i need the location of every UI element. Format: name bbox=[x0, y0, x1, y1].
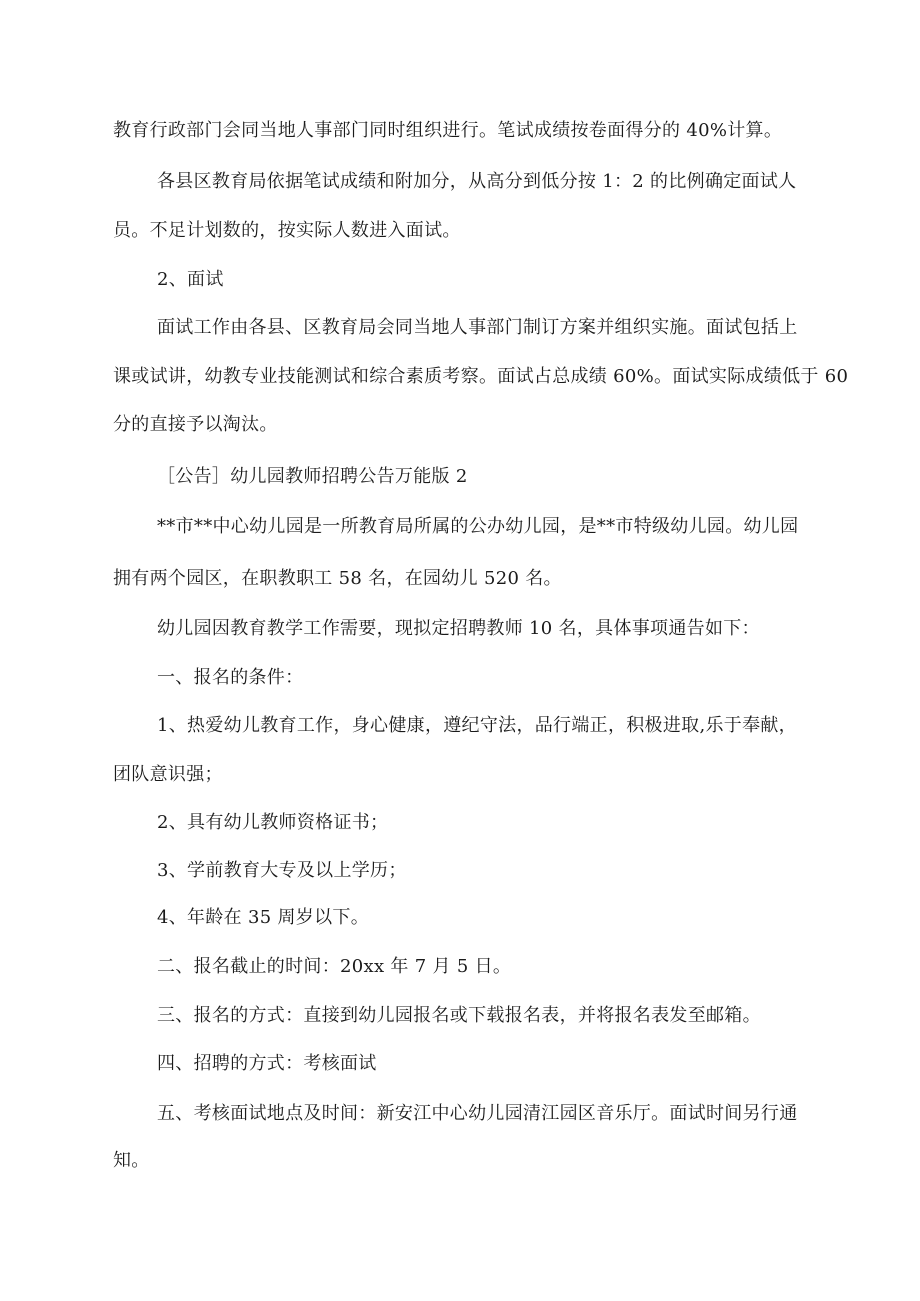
section-heading: 2、面试 bbox=[157, 269, 224, 290]
paragraph-line: 面试工作由各县、区教育局会同当地人事部门制订方案并组织实施。面试包括上 bbox=[157, 317, 798, 338]
paragraph-line: 课或试讲，幼教专业技能测试和综合素质考察。面试占总成绩 60%。面试实际成绩低于 60 bbox=[113, 366, 849, 387]
paragraph-line: 员。不足计划数的，按实际人数进入面试。 bbox=[113, 220, 461, 241]
list-item: 3、学前教育大专及以上学历； bbox=[157, 860, 407, 881]
paragraph-line: 幼儿园因教育教学工作需要，现拟定招聘教师 10 名，具体事项通告如下： bbox=[157, 618, 760, 639]
list-item: 2、具有幼儿教师资格证书； bbox=[157, 812, 389, 833]
list-item: 4、年龄在 35 周岁以下。 bbox=[157, 907, 369, 928]
paragraph-line: 知。 bbox=[113, 1150, 150, 1171]
section-heading: 四、招聘的方式：考核面试 bbox=[157, 1053, 377, 1074]
section-heading: 二、报名截止的时间：20xx 年 7 月 5 日。 bbox=[157, 956, 512, 977]
paragraph-line: **市**中心幼儿园是一所教育局所属的公办幼儿园，是**市特级幼儿园。幼儿园 bbox=[157, 516, 799, 537]
list-item: 1、热爱幼儿教育工作，身心健康，遵纪守法，品行端正，积极进取,乐于奉献， bbox=[157, 715, 797, 736]
section-heading: 三、报名的方式：直接到幼儿园报名或下载报名表，并将报名表发至邮箱。 bbox=[157, 1005, 761, 1026]
paragraph-line: 教育行政部门会同当地人事部门同时组织进行。笔试成绩按卷面得分的 40%计算。 bbox=[113, 120, 783, 141]
notice-title: ［公告］幼儿园教师招聘公告万能版 2 bbox=[157, 466, 468, 487]
paragraph-line: 各县区教育局依据笔试成绩和附加分，从高分到低分按 1：2 的比例确定面试人 bbox=[157, 171, 797, 192]
paragraph-line: 拥有两个园区，在职教职工 58 名，在园幼儿 520 名。 bbox=[113, 568, 562, 589]
section-heading: 五、考核面试地点及时间：新安江中心幼儿园清江园区音乐厅。面试时间另行通 bbox=[157, 1103, 798, 1124]
paragraph-line: 分的直接予以淘汰。 bbox=[113, 414, 278, 435]
list-item-continued: 团队意识强； bbox=[113, 764, 223, 785]
section-heading: 一、报名的条件： bbox=[157, 667, 304, 688]
